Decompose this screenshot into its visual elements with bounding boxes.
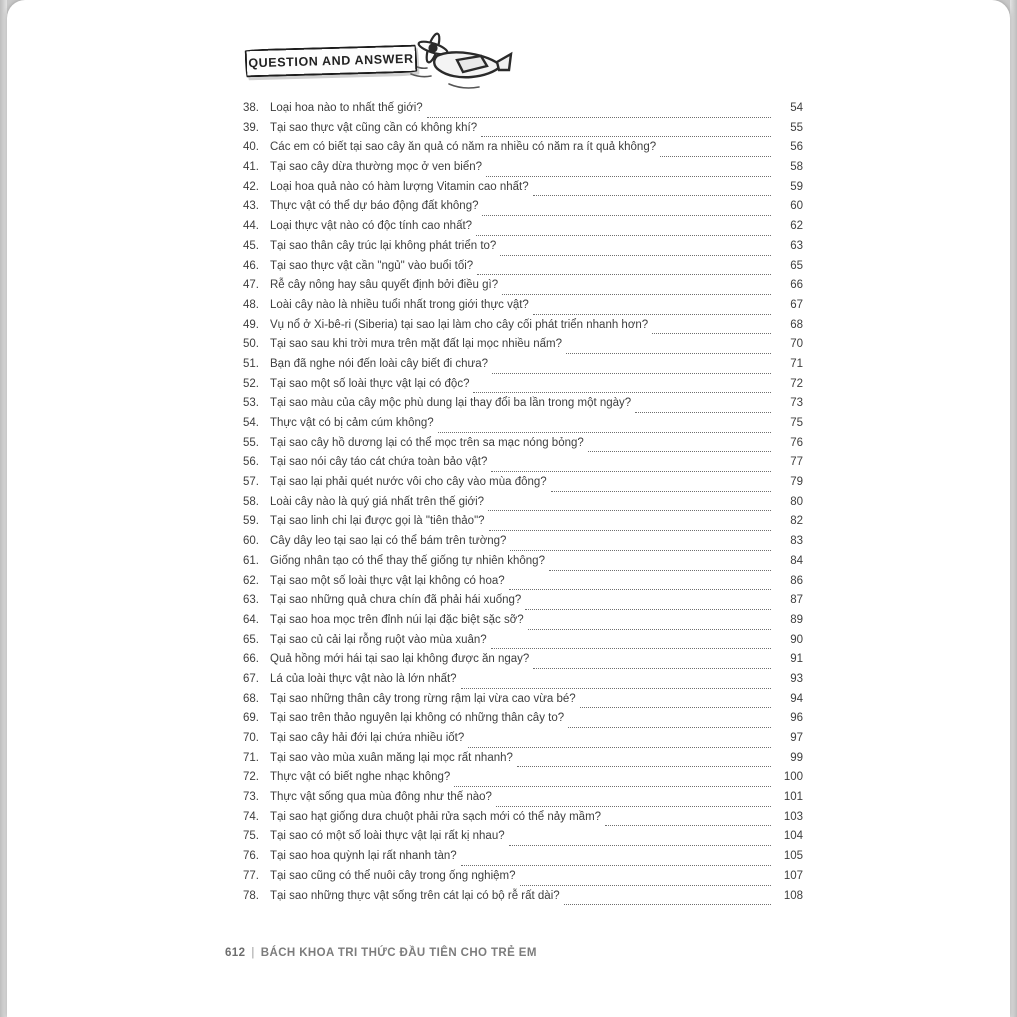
entry-number: 47. bbox=[243, 279, 259, 292]
toc-entry bbox=[243, 890, 803, 910]
entry-number: 77. bbox=[243, 869, 259, 882]
dot-leader bbox=[461, 865, 771, 866]
toc-entry bbox=[243, 555, 803, 575]
dot-leader bbox=[486, 176, 771, 177]
entry-number: 59. bbox=[243, 515, 259, 528]
entry-number: 75. bbox=[243, 830, 259, 843]
entry-page-number: 62 bbox=[790, 220, 803, 233]
entry-title: Loại thực vật nào có độc tính cao nhất? bbox=[270, 220, 473, 233]
toc-entry bbox=[243, 456, 803, 476]
dot-leader bbox=[510, 550, 771, 551]
dot-leader bbox=[580, 707, 771, 708]
entry-number: 61. bbox=[243, 554, 259, 567]
toc-entry bbox=[243, 693, 803, 713]
entry-page-number: 77 bbox=[790, 456, 803, 469]
dot-leader bbox=[427, 117, 771, 118]
entry-number: 44. bbox=[243, 220, 259, 233]
entry-title: Tại sao có một số loài thực vật lại rất kị nhau? bbox=[270, 830, 505, 843]
entry-title: Quả hồng mới hái tại sao lại không được ăn ngay? bbox=[270, 653, 530, 666]
dot-leader bbox=[502, 294, 771, 295]
toc-list bbox=[243, 102, 803, 909]
toc-entry bbox=[243, 515, 803, 535]
entry-page-number: 65 bbox=[790, 259, 803, 272]
entry-page-number: 105 bbox=[783, 850, 803, 863]
entry-title: Tại sao củ cải lại rỗng ruột vào mùa xuân? bbox=[270, 633, 487, 646]
toc-entry bbox=[243, 830, 803, 850]
entry-title: Tại sao lại phải quét nước vôi cho cây vào mùa đông? bbox=[270, 476, 547, 489]
entry-title: Lá của loài thực vật nào là lớn nhất? bbox=[270, 672, 457, 685]
dot-leader bbox=[500, 255, 771, 256]
entry-title: Tại sao một số loài thực vật lại có độc? bbox=[270, 377, 470, 390]
dot-leader bbox=[588, 451, 771, 452]
entry-number: 38. bbox=[243, 102, 259, 114]
entry-number: 53. bbox=[243, 397, 259, 410]
entry-page-number: 56 bbox=[790, 141, 803, 154]
dot-leader bbox=[492, 373, 771, 374]
entry-page-number: 87 bbox=[790, 594, 803, 607]
entry-page-number: 101 bbox=[783, 791, 803, 804]
entry-page-number: 75 bbox=[790, 417, 803, 429]
entry-page-number: 54 bbox=[790, 102, 803, 114]
entry-page-number: 63 bbox=[790, 239, 803, 252]
photo-edge-right bbox=[1010, 0, 1017, 1017]
entry-page-number: 97 bbox=[790, 732, 803, 744]
entry-number: 73. bbox=[243, 791, 259, 804]
question-answer-banner bbox=[237, 30, 507, 100]
entry-title: Thực vật có bị cảm cúm không? bbox=[270, 417, 434, 429]
dot-leader bbox=[454, 786, 771, 787]
dot-leader bbox=[528, 629, 771, 630]
entry-page-number: 83 bbox=[790, 535, 803, 548]
toc-entry bbox=[243, 437, 803, 457]
entry-number: 55. bbox=[243, 436, 259, 449]
dot-leader bbox=[533, 195, 771, 196]
entry-number: 71. bbox=[243, 751, 259, 764]
entry-number: 46. bbox=[243, 259, 259, 272]
entry-title: Tại sao cây hải đới lại chứa nhiều iốt? bbox=[270, 732, 465, 744]
dot-leader bbox=[605, 825, 771, 826]
entry-page-number: 60 bbox=[790, 200, 803, 213]
toc-entry bbox=[243, 712, 803, 732]
entry-page-number: 58 bbox=[790, 161, 803, 174]
entry-page-number: 55 bbox=[790, 121, 803, 134]
toc-entry bbox=[243, 535, 803, 555]
toc-entry bbox=[243, 732, 803, 752]
entry-number: 58. bbox=[243, 495, 259, 508]
dot-leader bbox=[491, 648, 771, 649]
toc-entry bbox=[243, 850, 803, 870]
toc-entry bbox=[243, 200, 803, 220]
toc-entry bbox=[243, 141, 803, 161]
entry-number: 40. bbox=[243, 141, 259, 154]
dot-leader bbox=[468, 747, 771, 748]
entry-page-number: 72 bbox=[790, 377, 803, 390]
toc-entry bbox=[243, 181, 803, 201]
entry-title: Tại sao linh chi lại được gọi là "tiên thảo"? bbox=[270, 515, 485, 528]
dot-leader bbox=[509, 589, 771, 590]
entry-title: Loại hoa nào to nhất thế giới? bbox=[270, 102, 423, 114]
entry-title: Thực vật có thể dự báo động đất không? bbox=[270, 200, 479, 213]
toc-entry bbox=[243, 614, 803, 634]
entry-title: Tại sao trên thảo nguyên lại không có những thân cây to? bbox=[270, 712, 565, 725]
footer-book-title: BÁCH KHOA TRI THỨC ĐẦU TIÊN CHO TRẺ EM bbox=[260, 947, 537, 959]
entry-page-number: 93 bbox=[790, 672, 803, 685]
dot-leader bbox=[551, 491, 771, 492]
entry-page-number: 94 bbox=[790, 692, 803, 705]
entry-title: Loài cây nào là quý giá nhất trên thế giới? bbox=[270, 495, 485, 508]
entry-number: 64. bbox=[243, 613, 259, 626]
toc-entry bbox=[243, 476, 803, 496]
entry-page-number: 89 bbox=[790, 613, 803, 626]
footer-page-number: 612 bbox=[225, 947, 246, 959]
entry-page-number: 73 bbox=[790, 397, 803, 410]
entry-number: 54. bbox=[243, 417, 259, 429]
entry-title: Tại sao sau khi trời mưa trên mặt đất lại mọc nhiều nấm? bbox=[270, 338, 563, 351]
entry-title: Cây dây leo tại sao lại có thể bám trên tường? bbox=[270, 535, 507, 548]
dot-leader bbox=[564, 904, 771, 905]
entry-number: 74. bbox=[243, 810, 259, 823]
dot-leader bbox=[481, 136, 771, 137]
entry-title: Tại sao những thực vật sống trên cát lại có bộ rễ rất dài? bbox=[270, 889, 560, 902]
entry-title: Tại sao một số loài thực vật lại không có hoa? bbox=[270, 574, 505, 587]
entry-title: Tại sao thực vật cần "ngủ" vào buổi tối? bbox=[270, 259, 474, 272]
entry-page-number: 91 bbox=[790, 653, 803, 666]
entry-number: 41. bbox=[243, 161, 259, 174]
entry-page-number: 99 bbox=[790, 751, 803, 764]
entry-title: Tại sao cây dừa thường mọc ở ven biển? bbox=[270, 161, 483, 174]
dot-leader bbox=[533, 668, 771, 669]
entry-number: 50. bbox=[243, 338, 259, 351]
dot-leader bbox=[660, 156, 771, 157]
entry-title: Loài cây nào là nhiều tuổi nhất trong giới thực vật? bbox=[270, 298, 529, 311]
toc-entry bbox=[243, 161, 803, 181]
entry-page-number: 59 bbox=[790, 180, 803, 193]
toc-entry bbox=[243, 338, 803, 358]
entry-page-number: 100 bbox=[783, 771, 803, 784]
dot-leader bbox=[438, 432, 771, 433]
entry-number: 69. bbox=[243, 712, 259, 725]
toc-entry bbox=[243, 811, 803, 831]
entry-page-number: 80 bbox=[790, 495, 803, 508]
toc-entry bbox=[243, 122, 803, 142]
toc-entry bbox=[243, 791, 803, 811]
entry-number: 76. bbox=[243, 850, 259, 863]
dot-leader bbox=[461, 688, 771, 689]
entry-number: 42. bbox=[243, 180, 259, 193]
entry-page-number: 70 bbox=[790, 338, 803, 351]
entry-title: Tại sao nói cây táo cát chứa toàn bảo vật? bbox=[270, 456, 488, 469]
toc-entry bbox=[243, 496, 803, 516]
dot-leader bbox=[482, 215, 771, 216]
dot-leader bbox=[568, 727, 771, 728]
dot-leader bbox=[473, 392, 771, 393]
entry-page-number: 76 bbox=[790, 436, 803, 449]
entry-title: Tại sao cũng có thể nuôi cây trong ống nghiệm? bbox=[270, 869, 516, 882]
dot-leader bbox=[533, 314, 771, 315]
dot-leader bbox=[489, 530, 771, 531]
entry-number: 68. bbox=[243, 692, 259, 705]
toc-entry bbox=[243, 653, 803, 673]
entry-title: Các em có biết tại sao cây ăn quả có năm ra nhiều có năm ra ít quả không? bbox=[270, 141, 657, 154]
toc-entry bbox=[243, 279, 803, 299]
entry-page-number: 71 bbox=[790, 357, 803, 370]
entry-number: 43. bbox=[243, 200, 259, 213]
footer bbox=[225, 947, 537, 959]
entry-title: Tại sao những thân cây trong rừng rậm lại vừa cao vừa bé? bbox=[270, 692, 576, 705]
entry-title: Thực vật sống qua mùa đông như thế nào? bbox=[270, 791, 492, 804]
entry-number: 56. bbox=[243, 456, 259, 469]
entry-page-number: 108 bbox=[783, 889, 803, 902]
toc-entry bbox=[243, 220, 803, 240]
entry-title: Tại sao hạt giống dưa chuột phải rửa sạch mới có thể nảy mầm? bbox=[270, 810, 602, 823]
dot-leader bbox=[477, 274, 771, 275]
toc-entry bbox=[243, 397, 803, 417]
toc-entry bbox=[243, 673, 803, 693]
entry-title: Thực vật có biết nghe nhạc không? bbox=[270, 771, 451, 784]
entry-page-number: 66 bbox=[790, 279, 803, 292]
dot-leader bbox=[520, 885, 772, 886]
entry-number: 52. bbox=[243, 377, 259, 390]
toc-entry bbox=[243, 260, 803, 280]
entry-title: Vụ nổ ở Xi-bê-ri (Siberia) tại sao lại làm cho cây cối phát triển nhanh hơn? bbox=[270, 318, 649, 331]
dot-leader bbox=[476, 235, 771, 236]
toc-entry bbox=[243, 752, 803, 772]
dot-leader bbox=[635, 412, 771, 413]
entry-page-number: 96 bbox=[790, 712, 803, 725]
photo-edge-left bbox=[0, 0, 7, 1017]
dot-leader bbox=[488, 510, 771, 511]
entry-title: Tại sao thực vật cũng cần có không khí? bbox=[270, 121, 478, 134]
book-page bbox=[7, 0, 1010, 1017]
entry-number: 45. bbox=[243, 239, 259, 252]
dot-leader bbox=[496, 806, 771, 807]
toc-entry bbox=[243, 634, 803, 654]
entry-title: Tại sao cây hồ dương lại có thể mọc trên sa mạc nóng bỏng? bbox=[270, 436, 584, 449]
entry-page-number: 86 bbox=[790, 574, 803, 587]
dot-leader bbox=[566, 353, 771, 354]
entry-page-number: 79 bbox=[790, 476, 803, 489]
entry-page-number: 107 bbox=[783, 869, 803, 882]
dot-leader bbox=[525, 609, 771, 610]
entry-number: 63. bbox=[243, 594, 259, 607]
toc-entry bbox=[243, 240, 803, 260]
toc-entry bbox=[243, 870, 803, 890]
entry-page-number: 103 bbox=[783, 810, 803, 823]
dot-leader bbox=[652, 333, 771, 334]
footer-divider: | bbox=[251, 947, 255, 959]
entry-title: Rễ cây nông hay sâu quyết định bởi điều gì? bbox=[270, 279, 499, 292]
entry-title: Tại sao vào mùa xuân măng lại mọc rất nhanh? bbox=[270, 751, 513, 764]
entry-title: Tại sao những quả chưa chín đã phải hái xuống? bbox=[270, 594, 522, 607]
entry-number: 72. bbox=[243, 771, 259, 784]
entry-number: 57. bbox=[243, 476, 259, 489]
entry-page-number: 90 bbox=[790, 633, 803, 646]
banner-label: QUESTION AND ANSWER bbox=[245, 45, 418, 78]
entry-title: Giống nhân tạo có thể thay thế giống tự nhiên không? bbox=[270, 554, 545, 567]
entry-page-number: 84 bbox=[790, 554, 803, 567]
entry-number: 48. bbox=[243, 298, 259, 311]
entry-number: 49. bbox=[243, 318, 259, 331]
entry-number: 62. bbox=[243, 574, 259, 587]
toc-entry bbox=[243, 319, 803, 339]
entry-title: Tại sao hoa quỳnh lại rất nhanh tàn? bbox=[270, 850, 457, 863]
entry-page-number: 68 bbox=[790, 318, 803, 331]
entry-title: Tại sao màu của cây mộc phù dung lại thay đổi ba lần trong một ngày? bbox=[270, 397, 632, 410]
entry-page-number: 67 bbox=[790, 298, 803, 311]
entry-number: 39. bbox=[243, 121, 259, 134]
entry-number: 60. bbox=[243, 535, 259, 548]
dot-leader bbox=[491, 471, 771, 472]
dot-leader bbox=[549, 570, 771, 571]
entry-number: 51. bbox=[243, 357, 259, 370]
entry-page-number: 82 bbox=[790, 515, 803, 528]
entry-title: Bạn đã nghe nói đến loài cây biết đi chưa? bbox=[270, 357, 489, 370]
entry-title: Loại hoa quả nào có hàm lượng Vitamin cao nhất? bbox=[270, 180, 529, 193]
dot-leader bbox=[509, 845, 771, 846]
entry-number: 66. bbox=[243, 653, 259, 666]
dot-leader bbox=[517, 766, 771, 767]
entry-number: 78. bbox=[243, 889, 259, 902]
toc-entry bbox=[243, 771, 803, 791]
toc-entry bbox=[243, 299, 803, 319]
toc-entry bbox=[243, 378, 803, 398]
entry-title: Tại sao thân cây trúc lại không phát triển to? bbox=[270, 239, 497, 252]
toc-entry bbox=[243, 417, 803, 437]
entry-title: Tại sao hoa mọc trên đỉnh núi lại đặc biệt sặc sỡ? bbox=[270, 613, 524, 626]
entry-number: 67. bbox=[243, 672, 259, 685]
entry-number: 65. bbox=[243, 633, 259, 646]
toc-entry bbox=[243, 358, 803, 378]
toc-entry bbox=[243, 594, 803, 614]
toc-entry bbox=[243, 575, 803, 595]
entry-page-number: 104 bbox=[783, 830, 803, 843]
entry-number: 70. bbox=[243, 732, 259, 744]
